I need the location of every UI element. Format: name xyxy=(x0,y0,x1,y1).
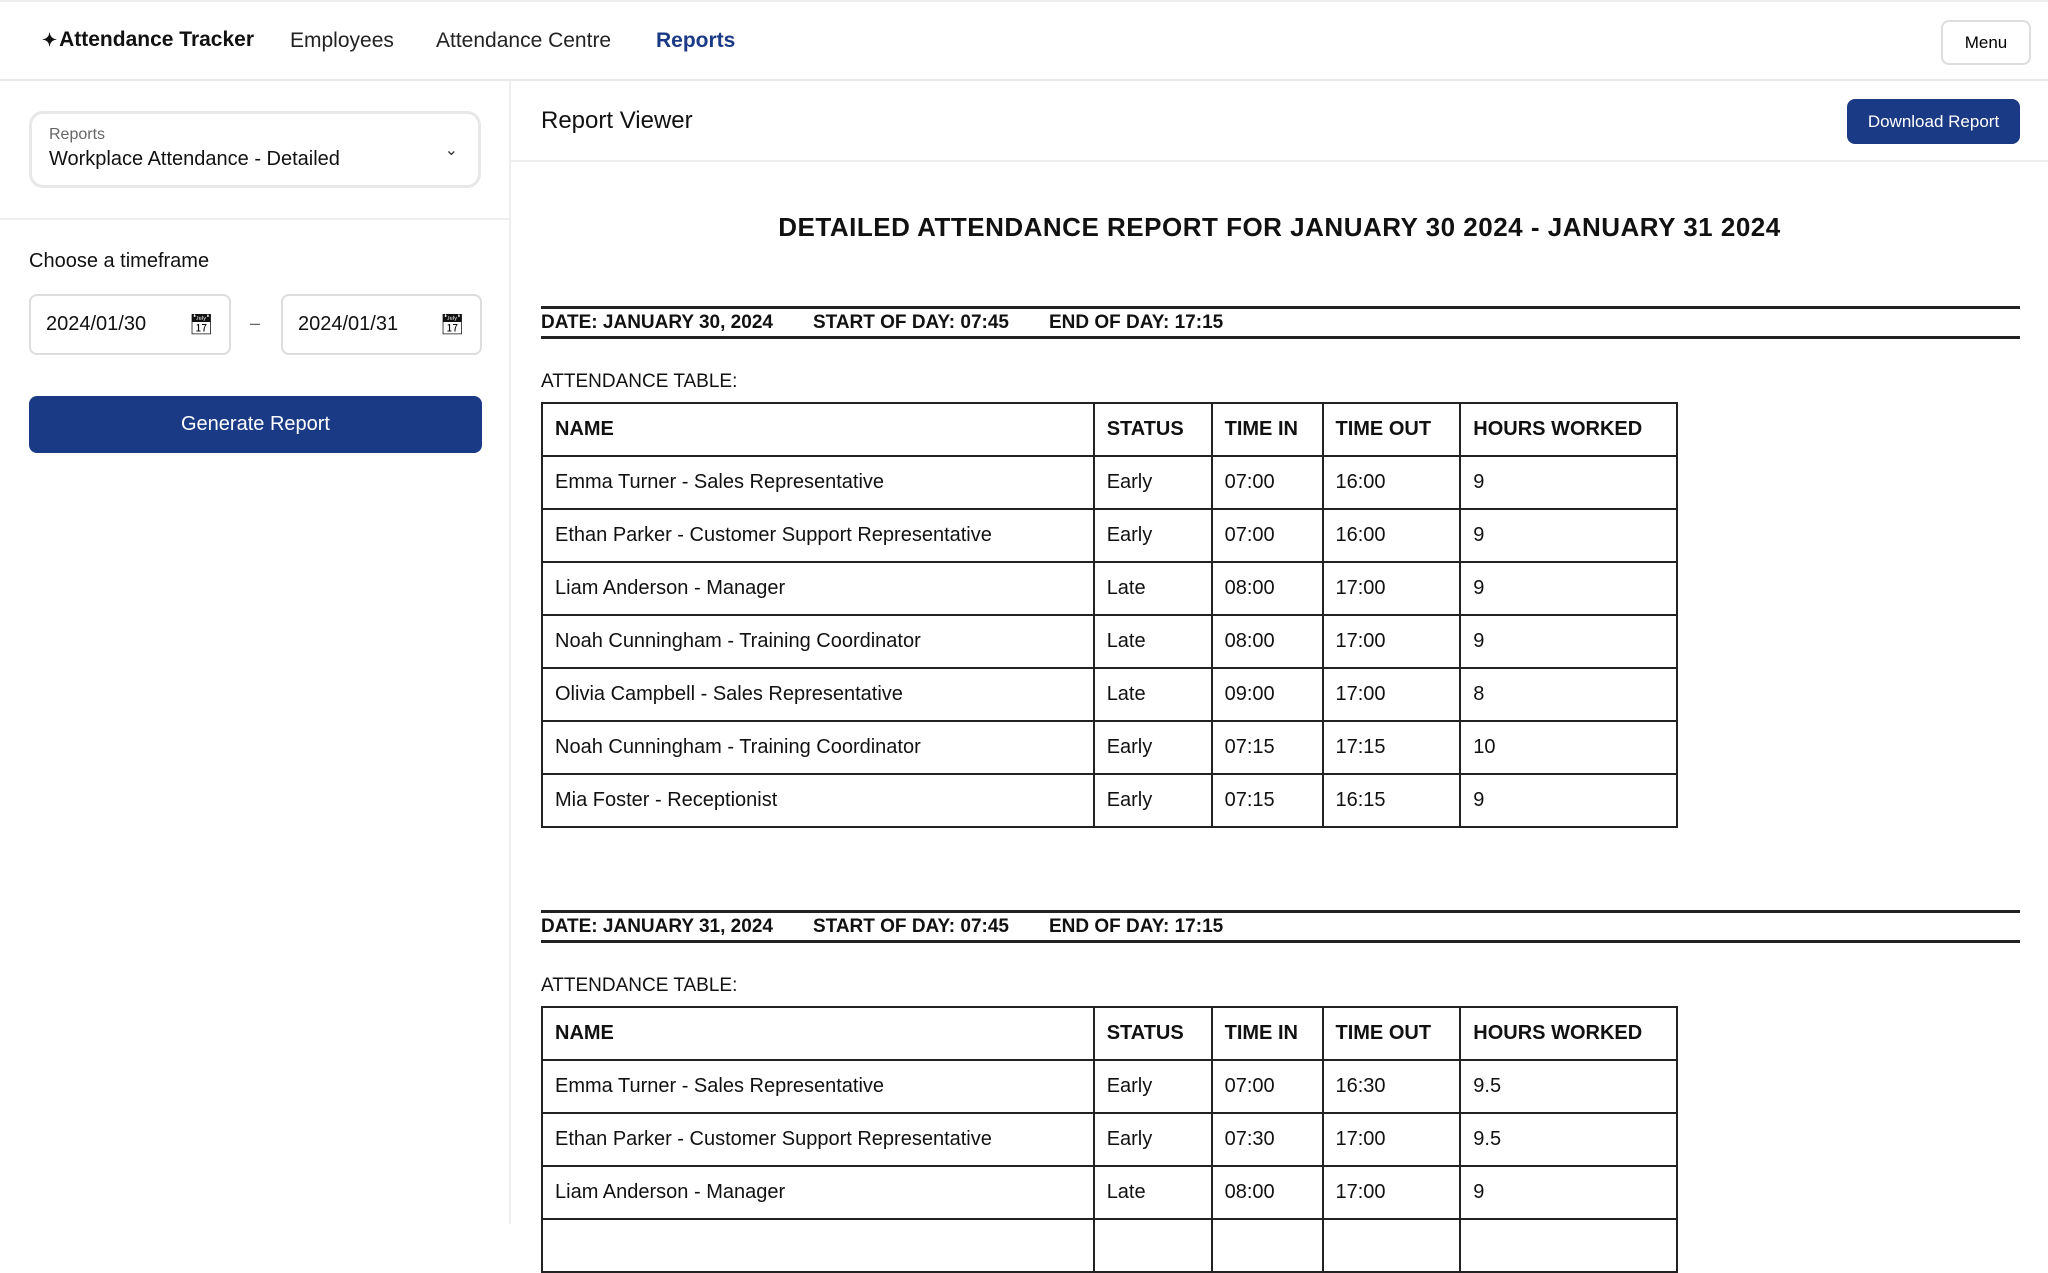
start-date-value: 2024/01/30 xyxy=(46,313,147,335)
nav-employees[interactable]: Employees xyxy=(290,29,394,52)
column-header: HOURS WORKED xyxy=(1460,1007,1677,1060)
sidebar xyxy=(0,81,511,1224)
table-cell: 07:00 xyxy=(1212,456,1323,509)
table-cell xyxy=(542,1219,1094,1272)
table-cell: 8 xyxy=(1460,668,1677,721)
table-cell: 17:00 xyxy=(1323,562,1461,615)
cursor-signal-icon: ✦ xyxy=(42,29,58,50)
table-cell: Emma Turner - Sales Representative xyxy=(542,456,1094,509)
select-value: Workplace Attendance - Detailed xyxy=(49,148,340,170)
table-cell: 07:30 xyxy=(1212,1113,1323,1166)
table-cell: Olivia Campbell - Sales Representative xyxy=(542,668,1094,721)
column-header: TIME IN xyxy=(1212,403,1323,456)
table-cell: Early xyxy=(1094,1113,1212,1166)
column-header: NAME xyxy=(542,1007,1094,1060)
calendar-icon[interactable]: 📅︎ xyxy=(188,314,214,336)
table-cell: 16:30 xyxy=(1323,1060,1461,1113)
table-row xyxy=(542,1113,1677,1166)
brand-name: Attendance Tracker xyxy=(59,28,255,51)
table-label: ATTENDANCE TABLE: xyxy=(541,975,738,996)
menu-button[interactable]: Menu xyxy=(1941,20,2031,65)
table-cell: 9 xyxy=(1460,456,1677,509)
table-cell: 9.5 xyxy=(1460,1060,1677,1113)
attendance-table xyxy=(541,402,1678,828)
table-cell: 17:15 xyxy=(1323,721,1461,774)
table-cell: 07:00 xyxy=(1212,509,1323,562)
table-cell: 07:15 xyxy=(1212,774,1323,827)
table-cell: 17:00 xyxy=(1323,1113,1461,1166)
table-cell: 9 xyxy=(1460,1166,1677,1219)
table-cell: Ethan Parker - Customer Support Representative xyxy=(542,1113,1094,1166)
table-cell: 16:15 xyxy=(1323,774,1461,827)
table-cell: 9.5 xyxy=(1460,1113,1677,1166)
brand-logo[interactable] xyxy=(42,28,254,52)
select-label: Reports xyxy=(49,126,106,143)
table-cell: 07:15 xyxy=(1212,721,1323,774)
table-cell: Early xyxy=(1094,456,1212,509)
end-date-value: 2024/01/31 xyxy=(298,313,399,335)
table-cell: Liam Anderson - Manager xyxy=(542,1166,1094,1219)
nav-reports[interactable]: Reports xyxy=(656,29,736,52)
table-cell: Late xyxy=(1094,615,1212,668)
table-cell: Late xyxy=(1094,668,1212,721)
start-of-day: START OF DAY: 07:45 xyxy=(812,916,1009,937)
table-row xyxy=(542,562,1677,615)
column-header: STATUS xyxy=(1094,1007,1212,1060)
download-report-button[interactable]: Download Report xyxy=(1847,99,2020,144)
table-cell: Early xyxy=(1094,774,1212,827)
table-header-row xyxy=(542,1007,1677,1060)
start-date-input[interactable] xyxy=(29,294,231,355)
table-row xyxy=(542,456,1677,509)
chevron-down-icon: ⌄ xyxy=(444,142,458,159)
nav-attendance-centre[interactable]: Attendance Centre xyxy=(436,29,612,52)
viewer-header xyxy=(511,81,2048,162)
table-cell: 08:00 xyxy=(1212,1166,1323,1219)
timeframe-label: Choose a timeframe xyxy=(29,250,210,272)
table-cell: 08:00 xyxy=(1212,615,1323,668)
table-row xyxy=(542,509,1677,562)
day-date: DATE: JANUARY 31, 2024 xyxy=(541,916,773,937)
table-cell: Late xyxy=(1094,562,1212,615)
table-cell: 9 xyxy=(1460,774,1677,827)
attendance-table xyxy=(541,1006,1678,1273)
date-separator: – xyxy=(250,313,261,333)
table-cell: 08:00 xyxy=(1212,562,1323,615)
table-cell xyxy=(1460,1219,1677,1272)
table-cell: 17:00 xyxy=(1323,615,1461,668)
table-row xyxy=(542,615,1677,668)
table-row xyxy=(542,1219,1677,1272)
table-row xyxy=(542,721,1677,774)
column-header: TIME OUT xyxy=(1323,403,1461,456)
table-cell: Mia Foster - Receptionist xyxy=(542,774,1094,827)
day-header xyxy=(541,910,2020,943)
column-header: TIME IN xyxy=(1212,1007,1323,1060)
table-cell: Ethan Parker - Customer Support Representative xyxy=(542,509,1094,562)
report-viewer xyxy=(511,81,2048,1224)
table-cell: 17:00 xyxy=(1323,668,1461,721)
divider xyxy=(0,218,511,220)
table-row xyxy=(542,1166,1677,1219)
end-of-day: END OF DAY: 17:15 xyxy=(1048,916,1224,937)
table-label: ATTENDANCE TABLE: xyxy=(541,371,738,392)
table-header-row xyxy=(542,403,1677,456)
table-cell xyxy=(1212,1219,1323,1272)
table-cell: Emma Turner - Sales Representative xyxy=(542,1060,1094,1113)
table-row xyxy=(542,774,1677,827)
table-cell: Late xyxy=(1094,1166,1212,1219)
column-header: NAME xyxy=(542,403,1094,456)
day-header xyxy=(541,306,2020,339)
end-of-day: END OF DAY: 17:15 xyxy=(1048,312,1224,333)
top-nav xyxy=(0,0,2048,81)
table-cell: Early xyxy=(1094,509,1212,562)
table-cell: 16:00 xyxy=(1323,509,1461,562)
column-header: HOURS WORKED xyxy=(1460,403,1677,456)
generate-report-button[interactable]: Generate Report xyxy=(29,396,482,453)
table-row xyxy=(542,1060,1677,1113)
table-cell: 9 xyxy=(1460,615,1677,668)
table-cell: 07:00 xyxy=(1212,1060,1323,1113)
viewer-title: Report Viewer xyxy=(541,107,693,134)
report-title: DETAILED ATTENDANCE REPORT FOR JANUARY 30 2024 - JANUARY 31 2024 xyxy=(778,212,1781,242)
column-header: STATUS xyxy=(1094,403,1212,456)
table-cell: Liam Anderson - Manager xyxy=(542,562,1094,615)
column-header: TIME OUT xyxy=(1323,1007,1461,1060)
day-date: DATE: JANUARY 30, 2024 xyxy=(541,312,773,333)
calendar-icon[interactable]: 📅︎ xyxy=(439,314,465,336)
table-cell: Noah Cunningham - Training Coordinator xyxy=(542,721,1094,774)
table-cell: Noah Cunningham - Training Coordinator xyxy=(542,615,1094,668)
end-date-input[interactable] xyxy=(281,294,482,355)
report-select[interactable] xyxy=(29,111,481,188)
table-cell: 17:00 xyxy=(1323,1166,1461,1219)
table-cell: Early xyxy=(1094,721,1212,774)
table-cell: 9 xyxy=(1460,509,1677,562)
start-of-day: START OF DAY: 07:45 xyxy=(812,312,1009,333)
table-cell: Early xyxy=(1094,1060,1212,1113)
table-row xyxy=(542,668,1677,721)
table-cell: 16:00 xyxy=(1323,456,1461,509)
table-cell: 09:00 xyxy=(1212,668,1323,721)
table-cell: 9 xyxy=(1460,562,1677,615)
table-cell xyxy=(1323,1219,1461,1272)
table-cell xyxy=(1094,1219,1212,1272)
table-cell: 10 xyxy=(1460,721,1677,774)
